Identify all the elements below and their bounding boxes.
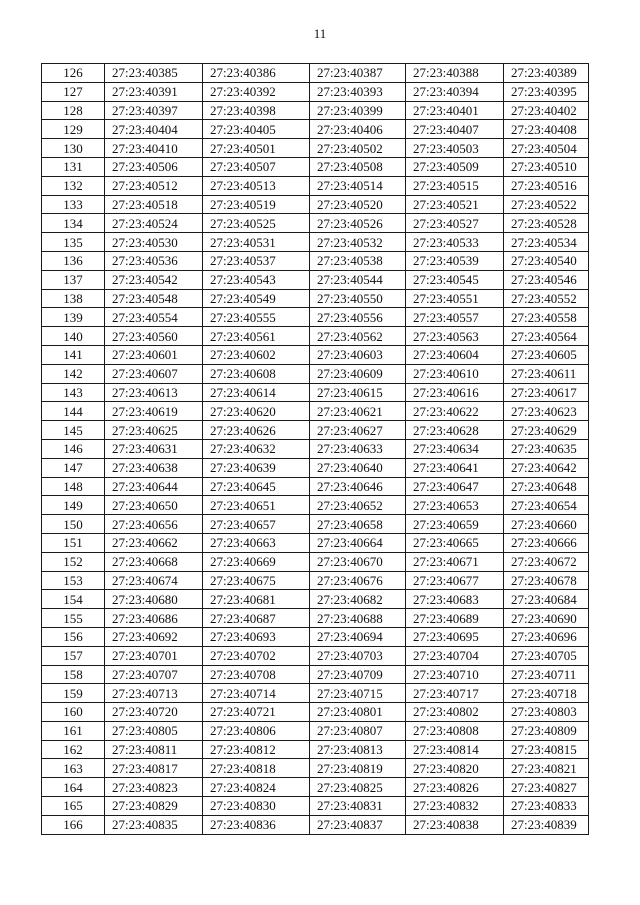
cadastral-number-cell: 27:23:40708 — [203, 665, 310, 684]
cadastral-number-cell: 27:23:40386 — [203, 64, 310, 83]
cadastral-number-cell: 27:23:40501 — [203, 139, 310, 158]
cadastral-number-cell: 27:23:40646 — [310, 477, 406, 496]
row-number-cell: 157 — [42, 646, 105, 665]
row-number-cell: 153 — [42, 571, 105, 590]
cadastral-number-cell: 27:23:40651 — [203, 496, 310, 515]
row-number-cell: 127 — [42, 82, 105, 101]
cadastral-number-cell: 27:23:40802 — [406, 703, 504, 722]
cadastral-number-cell: 27:23:40666 — [504, 533, 589, 552]
cadastral-number-cell: 27:23:40681 — [203, 590, 310, 609]
cadastral-number-cell: 27:23:40809 — [504, 721, 589, 740]
cadastral-number-cell: 27:23:40561 — [203, 327, 310, 346]
cadastral-number-cell: 27:23:40611 — [504, 364, 589, 383]
cadastral-number-cell: 27:23:40633 — [310, 439, 406, 458]
cadastral-number-cell: 27:23:40530 — [105, 233, 203, 252]
cadastral-number-cell: 27:23:40658 — [310, 515, 406, 534]
table-body — [42, 64, 589, 835]
cadastral-number-cell: 27:23:40677 — [406, 571, 504, 590]
cadastral-number-cell: 27:23:40552 — [504, 289, 589, 308]
row-number-cell: 149 — [42, 496, 105, 515]
cadastral-number-cell: 27:23:40720 — [105, 703, 203, 722]
cadastral-number-cell: 27:23:40659 — [406, 515, 504, 534]
cadastral-number-cell: 27:23:40546 — [504, 270, 589, 289]
cadastral-number-cell: 27:23:40548 — [105, 289, 203, 308]
cadastral-number-cell: 27:23:40715 — [310, 684, 406, 703]
cadastral-number-cell: 27:23:40656 — [105, 515, 203, 534]
row-number-cell: 164 — [42, 778, 105, 797]
cadastral-number-cell: 27:23:40701 — [105, 646, 203, 665]
table-row — [42, 703, 589, 722]
cadastral-number-cell: 27:23:40826 — [406, 778, 504, 797]
cadastral-number-cell: 27:23:40540 — [504, 251, 589, 270]
table-row — [42, 251, 589, 270]
cadastral-number-cell: 27:23:40632 — [203, 439, 310, 458]
table-row — [42, 195, 589, 214]
cadastral-number-cell: 27:23:40402 — [504, 101, 589, 120]
table-row — [42, 139, 589, 158]
cadastral-number-cell: 27:23:40520 — [310, 195, 406, 214]
table-row — [42, 289, 589, 308]
table-row — [42, 496, 589, 515]
cadastral-number-cell: 27:23:40504 — [504, 139, 589, 158]
cadastral-number-cell: 27:23:40551 — [406, 289, 504, 308]
cadastral-number-cell: 27:23:40512 — [105, 176, 203, 195]
table-row — [42, 797, 589, 816]
cadastral-number-cell: 27:23:40616 — [406, 383, 504, 402]
cadastral-number-cell: 27:23:40556 — [310, 308, 406, 327]
cadastral-number-cell: 27:23:40536 — [105, 251, 203, 270]
cadastral-number-cell: 27:23:40388 — [406, 64, 504, 83]
cadastral-number-cell: 27:23:40808 — [406, 721, 504, 740]
cadastral-number-cell: 27:23:40601 — [105, 345, 203, 364]
row-number-cell: 154 — [42, 590, 105, 609]
table-row — [42, 421, 589, 440]
cadastral-number-cell: 27:23:40528 — [504, 214, 589, 233]
cadastral-number-cell: 27:23:40614 — [203, 383, 310, 402]
cadastral-number-cell: 27:23:40405 — [203, 120, 310, 139]
cadastral-number-cell: 27:23:40506 — [105, 157, 203, 176]
cadastral-number-cell: 27:23:40543 — [203, 270, 310, 289]
cadastral-number-cell: 27:23:40539 — [406, 251, 504, 270]
cadastral-number-cell: 27:23:40693 — [203, 627, 310, 646]
cadastral-number-cell: 27:23:40801 — [310, 703, 406, 722]
cadastral-number-cell: 27:23:40670 — [310, 552, 406, 571]
cadastral-number-cell: 27:23:40682 — [310, 590, 406, 609]
cadastral-number-cell: 27:23:40657 — [203, 515, 310, 534]
cadastral-number-cell: 27:23:40835 — [105, 815, 203, 834]
cadastral-number-cell: 27:23:40605 — [504, 345, 589, 364]
row-number-cell: 160 — [42, 703, 105, 722]
cadastral-number-cell: 27:23:40813 — [310, 740, 406, 759]
row-number-cell: 161 — [42, 721, 105, 740]
cadastral-number-cell: 27:23:40395 — [504, 82, 589, 101]
cadastral-number-cell: 27:23:40604 — [406, 345, 504, 364]
table-row — [42, 740, 589, 759]
row-number-cell: 141 — [42, 345, 105, 364]
row-number-cell: 139 — [42, 308, 105, 327]
cadastral-number-cell: 27:23:40689 — [406, 609, 504, 628]
table-row — [42, 101, 589, 120]
row-number-cell: 151 — [42, 533, 105, 552]
cadastral-number-cell: 27:23:40603 — [310, 345, 406, 364]
row-number-cell: 130 — [42, 139, 105, 158]
cadastral-number-cell: 27:23:40509 — [406, 157, 504, 176]
table-row — [42, 345, 589, 364]
row-number-cell: 135 — [42, 233, 105, 252]
cadastral-number-cell: 27:23:40676 — [310, 571, 406, 590]
table-row — [42, 778, 589, 797]
row-number-cell: 143 — [42, 383, 105, 402]
table-row — [42, 552, 589, 571]
cadastral-number-cell: 27:23:40534 — [504, 233, 589, 252]
cadastral-number-cell: 27:23:40669 — [203, 552, 310, 571]
cadastral-number-cell: 27:23:40631 — [105, 439, 203, 458]
cadastral-number-cell: 27:23:40503 — [406, 139, 504, 158]
cadastral-number-cell: 27:23:40389 — [504, 64, 589, 83]
cadastral-number-cell: 27:23:40653 — [406, 496, 504, 515]
cadastral-number-cell: 27:23:40827 — [504, 778, 589, 797]
table-row — [42, 815, 589, 834]
cadastral-number-cell: 27:23:40825 — [310, 778, 406, 797]
row-number-cell: 155 — [42, 609, 105, 628]
row-number-cell: 156 — [42, 627, 105, 646]
cadastral-number-cell: 27:23:40832 — [406, 797, 504, 816]
cadastral-number-cell: 27:23:40665 — [406, 533, 504, 552]
row-number-cell: 159 — [42, 684, 105, 703]
cadastral-number-cell: 27:23:40686 — [105, 609, 203, 628]
cadastral-table-container — [41, 63, 588, 835]
table-row — [42, 627, 589, 646]
cadastral-number-cell: 27:23:40680 — [105, 590, 203, 609]
cadastral-number-cell: 27:23:40502 — [310, 139, 406, 158]
cadastral-number-cell: 27:23:40672 — [504, 552, 589, 571]
cadastral-number-cell: 27:23:40711 — [504, 665, 589, 684]
cadastral-number-cell: 27:23:40638 — [105, 458, 203, 477]
cadastral-number-cell: 27:23:40617 — [504, 383, 589, 402]
cadastral-number-cell: 27:23:40514 — [310, 176, 406, 195]
cadastral-number-cell: 27:23:40410 — [105, 139, 203, 158]
cadastral-number-cell: 27:23:40610 — [406, 364, 504, 383]
cadastral-number-cell: 27:23:40650 — [105, 496, 203, 515]
cadastral-number-cell: 27:23:40702 — [203, 646, 310, 665]
cadastral-number-cell: 27:23:40385 — [105, 64, 203, 83]
cadastral-number-cell: 27:23:40407 — [406, 120, 504, 139]
cadastral-number-cell: 27:23:40642 — [504, 458, 589, 477]
cadastral-number-cell: 27:23:40406 — [310, 120, 406, 139]
cadastral-number-cell: 27:23:40820 — [406, 759, 504, 778]
table-row — [42, 721, 589, 740]
cadastral-number-cell: 27:23:40404 — [105, 120, 203, 139]
cadastral-number-cell: 27:23:40513 — [203, 176, 310, 195]
cadastral-number-cell: 27:23:40527 — [406, 214, 504, 233]
cadastral-number-cell: 27:23:40814 — [406, 740, 504, 759]
cadastral-number-cell: 27:23:40537 — [203, 251, 310, 270]
cadastral-number-cell: 27:23:40625 — [105, 421, 203, 440]
cadastral-number-cell: 27:23:40507 — [203, 157, 310, 176]
cadastral-number-cell: 27:23:40704 — [406, 646, 504, 665]
table-row — [42, 515, 589, 534]
cadastral-number-cell: 27:23:40387 — [310, 64, 406, 83]
cadastral-number-cell: 27:23:40554 — [105, 308, 203, 327]
table-row — [42, 270, 589, 289]
cadastral-number-cell: 27:23:40620 — [203, 402, 310, 421]
cadastral-number-cell: 27:23:40510 — [504, 157, 589, 176]
cadastral-number-cell: 27:23:40687 — [203, 609, 310, 628]
cadastral-number-cell: 27:23:40518 — [105, 195, 203, 214]
cadastral-number-cell: 27:23:40695 — [406, 627, 504, 646]
cadastral-number-cell: 27:23:40619 — [105, 402, 203, 421]
row-number-cell: 136 — [42, 251, 105, 270]
cadastral-table — [41, 63, 589, 835]
table-row — [42, 327, 589, 346]
cadastral-number-cell: 27:23:40522 — [504, 195, 589, 214]
row-number-cell: 140 — [42, 327, 105, 346]
row-number-cell: 138 — [42, 289, 105, 308]
cadastral-number-cell: 27:23:40629 — [504, 421, 589, 440]
table-row — [42, 646, 589, 665]
row-number-cell: 133 — [42, 195, 105, 214]
row-number-cell: 142 — [42, 364, 105, 383]
cadastral-number-cell: 27:23:40821 — [504, 759, 589, 778]
cadastral-number-cell: 27:23:40524 — [105, 214, 203, 233]
page-number: 11 — [313, 26, 327, 41]
row-number-cell: 128 — [42, 101, 105, 120]
cadastral-number-cell: 27:23:40398 — [203, 101, 310, 120]
table-row — [42, 759, 589, 778]
row-number-cell: 131 — [42, 157, 105, 176]
cadastral-number-cell: 27:23:40634 — [406, 439, 504, 458]
table-row — [42, 82, 589, 101]
table-row — [42, 233, 589, 252]
table-row — [42, 176, 589, 195]
row-number-cell: 126 — [42, 64, 105, 83]
table-row — [42, 590, 589, 609]
cadastral-number-cell: 27:23:40713 — [105, 684, 203, 703]
cadastral-number-cell: 27:23:40817 — [105, 759, 203, 778]
cadastral-number-cell: 27:23:40544 — [310, 270, 406, 289]
cadastral-number-cell: 27:23:40557 — [406, 308, 504, 327]
cadastral-number-cell: 27:23:40707 — [105, 665, 203, 684]
cadastral-number-cell: 27:23:40811 — [105, 740, 203, 759]
cadastral-number-cell: 27:23:40538 — [310, 251, 406, 270]
cadastral-number-cell: 27:23:40626 — [203, 421, 310, 440]
cadastral-number-cell: 27:23:40607 — [105, 364, 203, 383]
cadastral-number-cell: 27:23:40705 — [504, 646, 589, 665]
cadastral-number-cell: 27:23:40391 — [105, 82, 203, 101]
cadastral-number-cell: 27:23:40560 — [105, 327, 203, 346]
row-number-cell: 146 — [42, 439, 105, 458]
row-number-cell: 152 — [42, 552, 105, 571]
cadastral-number-cell: 27:23:40613 — [105, 383, 203, 402]
row-number-cell: 148 — [42, 477, 105, 496]
cadastral-number-cell: 27:23:40641 — [406, 458, 504, 477]
cadastral-number-cell: 27:23:40533 — [406, 233, 504, 252]
cadastral-number-cell: 27:23:40694 — [310, 627, 406, 646]
cadastral-number-cell: 27:23:40819 — [310, 759, 406, 778]
cadastral-number-cell: 27:23:40392 — [203, 82, 310, 101]
cadastral-number-cell: 27:23:40399 — [310, 101, 406, 120]
cadastral-number-cell: 27:23:40684 — [504, 590, 589, 609]
cadastral-number-cell: 27:23:40622 — [406, 402, 504, 421]
cadastral-number-cell: 27:23:40628 — [406, 421, 504, 440]
cadastral-number-cell: 27:23:40508 — [310, 157, 406, 176]
cadastral-number-cell: 27:23:40654 — [504, 496, 589, 515]
cadastral-number-cell: 27:23:40652 — [310, 496, 406, 515]
cadastral-number-cell: 27:23:40660 — [504, 515, 589, 534]
cadastral-number-cell: 27:23:40519 — [203, 195, 310, 214]
cadastral-number-cell: 27:23:40564 — [504, 327, 589, 346]
cadastral-number-cell: 27:23:40521 — [406, 195, 504, 214]
cadastral-number-cell: 27:23:40401 — [406, 101, 504, 120]
cadastral-number-cell: 27:23:40545 — [406, 270, 504, 289]
cadastral-number-cell: 27:23:40703 — [310, 646, 406, 665]
cadastral-number-cell: 27:23:40714 — [203, 684, 310, 703]
row-number-cell: 147 — [42, 458, 105, 477]
cadastral-number-cell: 27:23:40824 — [203, 778, 310, 797]
cadastral-number-cell: 27:23:40563 — [406, 327, 504, 346]
table-row — [42, 533, 589, 552]
cadastral-number-cell: 27:23:40717 — [406, 684, 504, 703]
cadastral-number-cell: 27:23:40806 — [203, 721, 310, 740]
cadastral-number-cell: 27:23:40621 — [310, 402, 406, 421]
cadastral-number-cell: 27:23:40549 — [203, 289, 310, 308]
cadastral-number-cell: 27:23:40837 — [310, 815, 406, 834]
table-row — [42, 571, 589, 590]
row-number-cell: 134 — [42, 214, 105, 233]
cadastral-number-cell: 27:23:40635 — [504, 439, 589, 458]
row-number-cell: 145 — [42, 421, 105, 440]
table-row — [42, 120, 589, 139]
cadastral-number-cell: 27:23:40805 — [105, 721, 203, 740]
cadastral-number-cell: 27:23:40692 — [105, 627, 203, 646]
cadastral-number-cell: 27:23:40558 — [504, 308, 589, 327]
cadastral-number-cell: 27:23:40408 — [504, 120, 589, 139]
cadastral-number-cell: 27:23:40831 — [310, 797, 406, 816]
table-row — [42, 364, 589, 383]
cadastral-number-cell: 27:23:40397 — [105, 101, 203, 120]
cadastral-number-cell: 27:23:40829 — [105, 797, 203, 816]
row-number-cell: 150 — [42, 515, 105, 534]
cadastral-number-cell: 27:23:40394 — [406, 82, 504, 101]
table-row — [42, 402, 589, 421]
cadastral-number-cell: 27:23:40515 — [406, 176, 504, 195]
row-number-cell: 163 — [42, 759, 105, 778]
cadastral-number-cell: 27:23:40833 — [504, 797, 589, 816]
cadastral-number-cell: 27:23:40555 — [203, 308, 310, 327]
cadastral-number-cell: 27:23:40516 — [504, 176, 589, 195]
cadastral-number-cell: 27:23:40627 — [310, 421, 406, 440]
cadastral-number-cell: 27:23:40678 — [504, 571, 589, 590]
table-row — [42, 439, 589, 458]
table-row — [42, 665, 589, 684]
cadastral-number-cell: 27:23:40721 — [203, 703, 310, 722]
cadastral-number-cell: 27:23:40830 — [203, 797, 310, 816]
cadastral-number-cell: 27:23:40807 — [310, 721, 406, 740]
cadastral-number-cell: 27:23:40664 — [310, 533, 406, 552]
table-row — [42, 458, 589, 477]
table-row — [42, 383, 589, 402]
cadastral-number-cell: 27:23:40609 — [310, 364, 406, 383]
table-row — [42, 684, 589, 703]
cadastral-number-cell: 27:23:40648 — [504, 477, 589, 496]
row-number-cell: 158 — [42, 665, 105, 684]
cadastral-number-cell: 27:23:40818 — [203, 759, 310, 778]
cadastral-number-cell: 27:23:40683 — [406, 590, 504, 609]
row-number-cell: 166 — [42, 815, 105, 834]
cadastral-number-cell: 27:23:40644 — [105, 477, 203, 496]
cadastral-number-cell: 27:23:40803 — [504, 703, 589, 722]
cadastral-number-cell: 27:23:40393 — [310, 82, 406, 101]
cadastral-number-cell: 27:23:40532 — [310, 233, 406, 252]
cadastral-number-cell: 27:23:40709 — [310, 665, 406, 684]
row-number-cell: 137 — [42, 270, 105, 289]
row-number-cell: 132 — [42, 176, 105, 195]
cadastral-number-cell: 27:23:40718 — [504, 684, 589, 703]
cadastral-number-cell: 27:23:40526 — [310, 214, 406, 233]
cadastral-number-cell: 27:23:40608 — [203, 364, 310, 383]
cadastral-number-cell: 27:23:40675 — [203, 571, 310, 590]
cadastral-number-cell: 27:23:40639 — [203, 458, 310, 477]
cadastral-number-cell: 27:23:40663 — [203, 533, 310, 552]
cadastral-number-cell: 27:23:40562 — [310, 327, 406, 346]
row-number-cell: 129 — [42, 120, 105, 139]
cadastral-number-cell: 27:23:40542 — [105, 270, 203, 289]
cadastral-number-cell: 27:23:40815 — [504, 740, 589, 759]
table-row — [42, 308, 589, 327]
table-row — [42, 157, 589, 176]
cadastral-number-cell: 27:23:40671 — [406, 552, 504, 571]
cadastral-number-cell: 27:23:40812 — [203, 740, 310, 759]
table-row — [42, 609, 589, 628]
cadastral-number-cell: 27:23:40696 — [504, 627, 589, 646]
cadastral-number-cell: 27:23:40710 — [406, 665, 504, 684]
cadastral-number-cell: 27:23:40615 — [310, 383, 406, 402]
row-number-cell: 144 — [42, 402, 105, 421]
row-number-cell: 162 — [42, 740, 105, 759]
cadastral-number-cell: 27:23:40623 — [504, 402, 589, 421]
cadastral-number-cell: 27:23:40645 — [203, 477, 310, 496]
cadastral-number-cell: 27:23:40662 — [105, 533, 203, 552]
cadastral-number-cell: 27:23:40550 — [310, 289, 406, 308]
cadastral-number-cell: 27:23:40690 — [504, 609, 589, 628]
cadastral-number-cell: 27:23:40647 — [406, 477, 504, 496]
cadastral-number-cell: 27:23:40640 — [310, 458, 406, 477]
cadastral-number-cell: 27:23:40838 — [406, 815, 504, 834]
cadastral-number-cell: 27:23:40531 — [203, 233, 310, 252]
cadastral-number-cell: 27:23:40668 — [105, 552, 203, 571]
row-number-cell: 165 — [42, 797, 105, 816]
cadastral-number-cell: 27:23:40823 — [105, 778, 203, 797]
table-row — [42, 477, 589, 496]
cadastral-number-cell: 27:23:40674 — [105, 571, 203, 590]
cadastral-number-cell: 27:23:40839 — [504, 815, 589, 834]
table-row — [42, 214, 589, 233]
table-row — [42, 64, 589, 83]
cadastral-number-cell: 27:23:40525 — [203, 214, 310, 233]
cadastral-number-cell: 27:23:40688 — [310, 609, 406, 628]
cadastral-number-cell: 27:23:40602 — [203, 345, 310, 364]
cadastral-number-cell: 27:23:40836 — [203, 815, 310, 834]
